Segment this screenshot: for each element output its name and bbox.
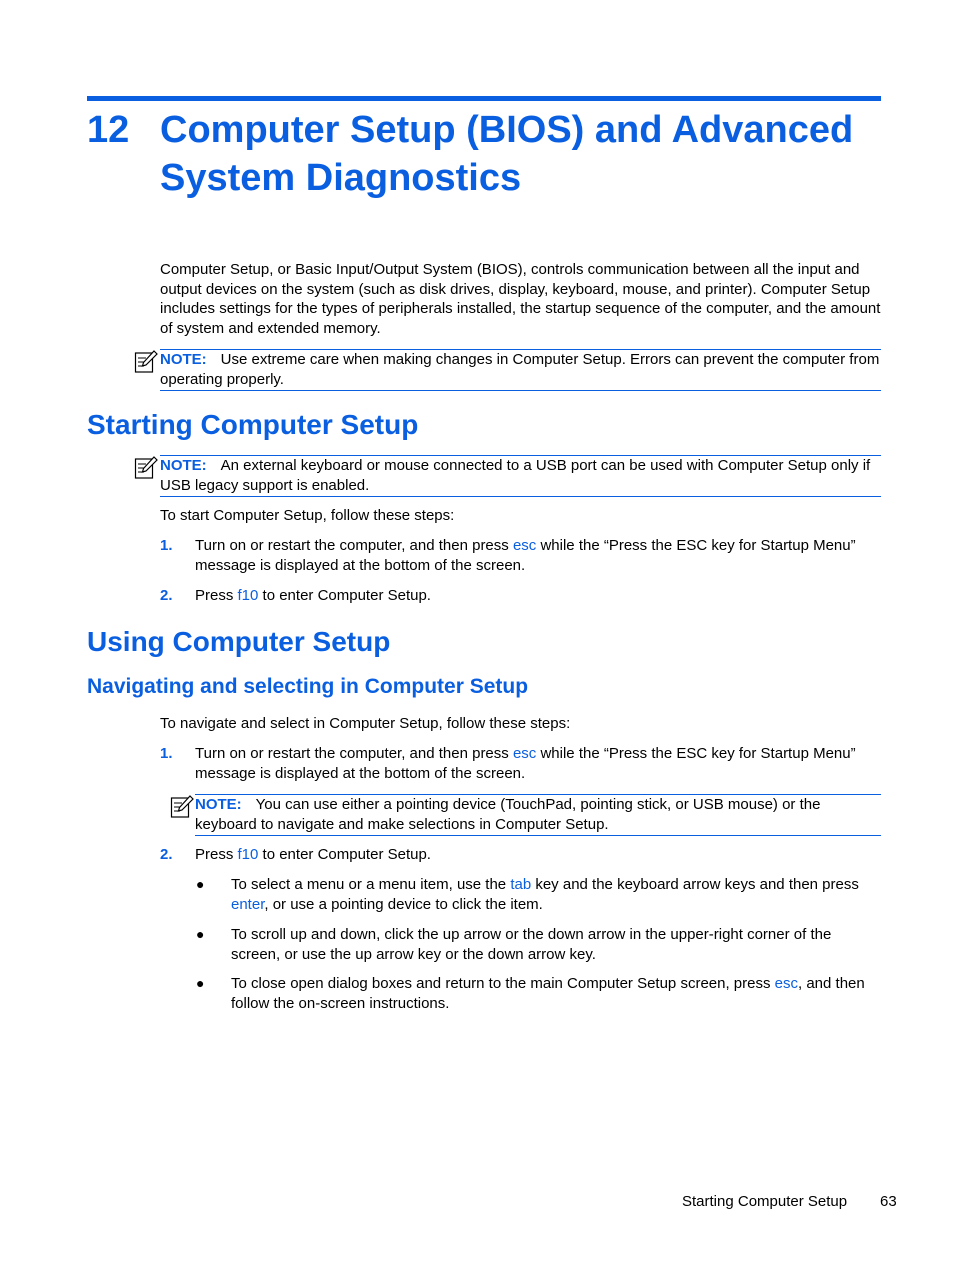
step-text: Turn on or restart the computer, and then press esc while the “Press the ESC key for Startup Menu” message is displayed at the bottom of the screen. [195, 745, 856, 782]
chapter-number: 12 [87, 109, 130, 151]
key-esc: esc [774, 975, 798, 992]
note-box-usb [160, 455, 881, 497]
bullet-item: To scroll up and down, click the up arrow or the down arrow in the upper-right corner of the screen, or use the up arrow key or the down arrow key. [231, 926, 832, 963]
note-pencil-icon [170, 795, 194, 819]
note-label: NOTE: [160, 457, 207, 474]
key-tab: tab [510, 876, 532, 893]
step-text: Press f10 to enter Computer Setup. [195, 587, 431, 604]
steps-lead: To start Computer Setup, follow these steps: [160, 507, 455, 524]
note-pencil-icon [134, 350, 158, 374]
subheading-navigating: Navigating and selecting in Computer Setup [87, 675, 529, 698]
note-pencil-icon [134, 456, 158, 480]
bullet-icon: ● [196, 975, 205, 991]
step-number: 1. [160, 537, 173, 554]
step-text: Turn on or restart the computer, and then press esc while the “Press the ESC key for Startup Menu” message is displayed at the bottom of the screen. [195, 537, 856, 574]
intro-paragraph: Computer Setup, or Basic Input/Output System (BIOS), controls communication between all the input and output devices on the system (such as disk drives, display, keyboard, mouse, and printer). Computer Setup includes settings for the types of peripherals installed, the startup sequence of the computer, and the amount of system and extended memory. [160, 261, 881, 337]
key-esc: esc [512, 537, 537, 554]
footer-page-number: 63 [880, 1193, 897, 1210]
key-f10: f10 [237, 846, 259, 863]
note-box-pointing [195, 794, 881, 836]
bullet-item: To close open dialog boxes and return to the main Computer Setup screen, press esc, and then follow the on-screen instructions. [231, 975, 865, 1012]
note-text: You can use either a pointing device (TouchPad, pointing stick, or USB mouse) or the keyboard to navigate and make selections in Computer Setup. [195, 796, 821, 833]
step-number: 2. [160, 846, 173, 863]
key-f10: f10 [237, 587, 259, 604]
key-esc: esc [512, 745, 537, 762]
heading-using-computer-setup: Using Computer Setup [87, 626, 391, 657]
step-text: Press f10 to enter Computer Setup. [195, 846, 431, 863]
bullet-icon: ● [196, 876, 205, 892]
step-number: 1. [160, 745, 173, 762]
chapter-title: Computer Setup (BIOS) and Advanced System Diagnostics [160, 109, 854, 199]
bullet-item: To select a menu or a menu item, use the tab key and the keyboard arrow keys and then press enter, or use a pointing device to click the item. [231, 876, 859, 913]
note-label: NOTE: [160, 351, 207, 368]
heading-starting-computer-setup: Starting Computer Setup [87, 409, 419, 440]
steps-lead: To navigate and select in Computer Setup, follow these steps: [160, 715, 571, 732]
note-label: NOTE: [195, 796, 242, 813]
note-box-bios [160, 349, 881, 391]
bullet-icon: ● [196, 926, 205, 942]
note-text: An external keyboard or mouse connected to a USB port can be used with Computer Setup only if USB legacy support is enabled. [160, 457, 871, 494]
key-enter: enter [231, 895, 265, 913]
step-number: 2. [160, 587, 173, 604]
chapter-rule [87, 96, 881, 101]
footer-section-title: Starting Computer Setup [682, 1193, 848, 1210]
note-text: Use extreme care when making changes in Computer Setup. Errors can prevent the computer from operating properly. [160, 351, 880, 388]
